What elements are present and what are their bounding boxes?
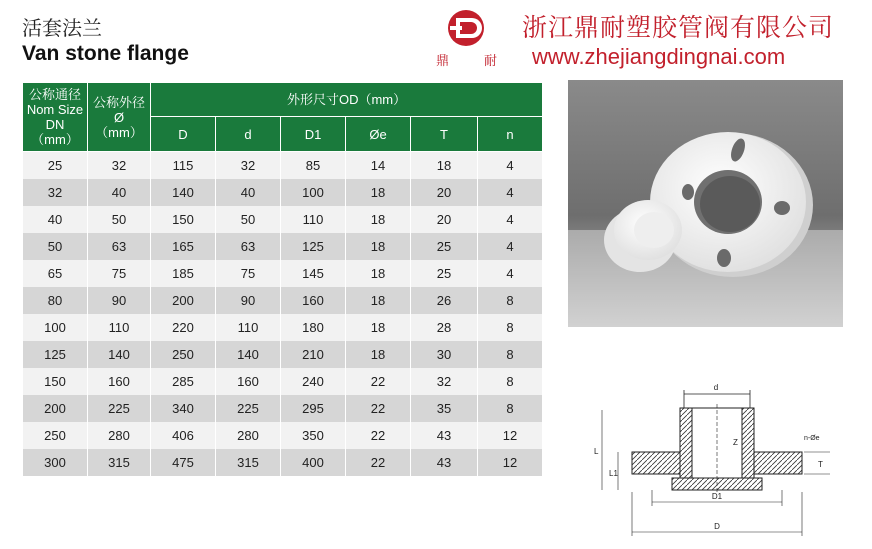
drawing-label-l: L xyxy=(594,447,599,456)
header-dimensions: 外形尺寸OD（mm） xyxy=(151,83,543,117)
logo-char-1: 鼎 xyxy=(436,54,450,69)
table-cell: 18 xyxy=(346,260,411,287)
table-cell: 8 xyxy=(478,395,543,422)
table-cell: 200 xyxy=(23,395,88,422)
table-cell: 280 xyxy=(88,422,151,449)
table-cell: 85 xyxy=(281,152,346,180)
table-cell: 475 xyxy=(151,449,216,476)
table-cell: 4 xyxy=(478,152,543,180)
table-cell: 22 xyxy=(346,368,411,395)
drawing-label-t: T xyxy=(818,460,823,469)
table-cell: 63 xyxy=(88,233,151,260)
drawing-label-d1: D1 xyxy=(711,492,723,501)
table-cell: 8 xyxy=(478,287,543,314)
table-cell: 145 xyxy=(281,260,346,287)
table-row xyxy=(23,422,543,449)
table-cell: 43 xyxy=(411,422,478,449)
table-cell: 50 xyxy=(23,233,88,260)
flange-photo xyxy=(568,80,843,327)
table-row xyxy=(23,314,543,341)
table-cell: 28 xyxy=(411,314,478,341)
table-cell: 14 xyxy=(346,152,411,180)
table-cell: 100 xyxy=(23,314,88,341)
table-cell: 90 xyxy=(88,287,151,314)
table-cell: 75 xyxy=(88,260,151,287)
logo-char-2: 耐 xyxy=(484,54,498,69)
header-outer-diameter: 公称外径 Ø （mm） xyxy=(88,83,151,152)
table-cell: 65 xyxy=(23,260,88,287)
header-nom-size: 公称通径 Nom Size DN （mm） xyxy=(23,83,88,152)
table-cell: 8 xyxy=(478,341,543,368)
subheader-d: d xyxy=(216,117,281,152)
table-cell: 4 xyxy=(478,233,543,260)
subheader-n: n xyxy=(478,117,543,152)
table-cell: 125 xyxy=(281,233,346,260)
table-cell: 140 xyxy=(88,341,151,368)
table-cell: 140 xyxy=(151,179,216,206)
table-cell: 185 xyxy=(151,260,216,287)
spec-table xyxy=(22,82,543,476)
table-cell: 150 xyxy=(151,206,216,233)
table-cell: 340 xyxy=(151,395,216,422)
table-cell: 20 xyxy=(411,206,478,233)
table-row xyxy=(23,449,543,476)
table-cell: 140 xyxy=(216,341,281,368)
table-cell: 100 xyxy=(281,179,346,206)
table-cell: 30 xyxy=(411,341,478,368)
table-cell: 4 xyxy=(478,179,543,206)
table-cell: 18 xyxy=(411,152,478,180)
table-cell: 225 xyxy=(88,395,151,422)
drawing-label-l1: L1 xyxy=(609,469,618,478)
table-row xyxy=(23,260,543,287)
subheader-D1: D1 xyxy=(281,117,346,152)
table-cell: 32 xyxy=(216,152,281,180)
table-cell: 180 xyxy=(281,314,346,341)
table-cell: 406 xyxy=(151,422,216,449)
table-row xyxy=(23,233,543,260)
table-cell: 150 xyxy=(23,368,88,395)
table-row xyxy=(23,368,543,395)
table-cell: 20 xyxy=(411,179,478,206)
title-chinese: 活套法兰 xyxy=(22,16,102,40)
subheader-e: Øe xyxy=(346,117,411,152)
table-cell: 26 xyxy=(411,287,478,314)
table-cell: 22 xyxy=(346,395,411,422)
table-cell: 225 xyxy=(216,395,281,422)
table-cell: 4 xyxy=(478,260,543,287)
company-website: www.zhejiangdingnai.com xyxy=(532,44,786,69)
table-cell: 110 xyxy=(88,314,151,341)
table-cell: 160 xyxy=(281,287,346,314)
table-cell: 125 xyxy=(23,341,88,368)
table-cell: 110 xyxy=(216,314,281,341)
table-cell: 18 xyxy=(346,314,411,341)
table-cell: 315 xyxy=(88,449,151,476)
table-cell: 25 xyxy=(411,233,478,260)
table-cell: 285 xyxy=(151,368,216,395)
table-cell: 165 xyxy=(151,233,216,260)
drawing-label-ne: n-Øe xyxy=(804,435,820,442)
table-cell: 18 xyxy=(346,287,411,314)
table-cell: 40 xyxy=(216,179,281,206)
table-cell: 50 xyxy=(88,206,151,233)
table-cell: 4 xyxy=(478,206,543,233)
table-cell: 40 xyxy=(23,206,88,233)
table-cell: 90 xyxy=(216,287,281,314)
company-name: 浙江鼎耐塑胶管阀有限公司 xyxy=(522,13,835,42)
drawing-label-d: d xyxy=(713,383,719,392)
table-cell: 12 xyxy=(478,422,543,449)
table-cell: 18 xyxy=(346,206,411,233)
table-cell: 110 xyxy=(281,206,346,233)
table-cell: 43 xyxy=(411,449,478,476)
table-cell: 280 xyxy=(216,422,281,449)
table-cell: 250 xyxy=(23,422,88,449)
table-cell: 18 xyxy=(346,341,411,368)
table-row xyxy=(23,152,543,180)
table-cell: 25 xyxy=(411,260,478,287)
table-row xyxy=(23,341,543,368)
table-cell: 240 xyxy=(281,368,346,395)
table-cell: 32 xyxy=(88,152,151,180)
table-cell: 12 xyxy=(478,449,543,476)
table-cell: 300 xyxy=(23,449,88,476)
table-row xyxy=(23,287,543,314)
table-cell: 18 xyxy=(346,233,411,260)
table-cell: 400 xyxy=(281,449,346,476)
table-cell: 220 xyxy=(151,314,216,341)
drawing-label-z: Z xyxy=(733,438,738,447)
table-cell: 350 xyxy=(281,422,346,449)
table-cell: 200 xyxy=(151,287,216,314)
table-cell: 295 xyxy=(281,395,346,422)
subheader-D: D xyxy=(151,117,216,152)
table-cell: 40 xyxy=(88,179,151,206)
table-cell: 35 xyxy=(411,395,478,422)
table-cell: 75 xyxy=(216,260,281,287)
table-cell: 8 xyxy=(478,368,543,395)
table-row xyxy=(23,179,543,206)
table-cell: 18 xyxy=(346,179,411,206)
table-cell: 22 xyxy=(346,422,411,449)
table-cell: 32 xyxy=(411,368,478,395)
table-row xyxy=(23,395,543,422)
table-body xyxy=(23,152,543,477)
table-cell: 25 xyxy=(23,152,88,180)
table-cell: 50 xyxy=(216,206,281,233)
table-cell: 160 xyxy=(216,368,281,395)
table-cell: 80 xyxy=(23,287,88,314)
table-row xyxy=(23,206,543,233)
title-english: Van stone flange xyxy=(22,42,189,65)
table-cell: 22 xyxy=(346,449,411,476)
table-cell: 115 xyxy=(151,152,216,180)
table-cell: 63 xyxy=(216,233,281,260)
table-cell: 210 xyxy=(281,341,346,368)
flange-technical-drawing xyxy=(592,380,842,540)
table-cell: 250 xyxy=(151,341,216,368)
drawing-label-D: D xyxy=(714,522,720,531)
table-cell: 315 xyxy=(216,449,281,476)
table-cell: 8 xyxy=(478,314,543,341)
table-cell: 32 xyxy=(23,179,88,206)
subheader-T: T xyxy=(411,117,478,152)
table-cell: 160 xyxy=(88,368,151,395)
